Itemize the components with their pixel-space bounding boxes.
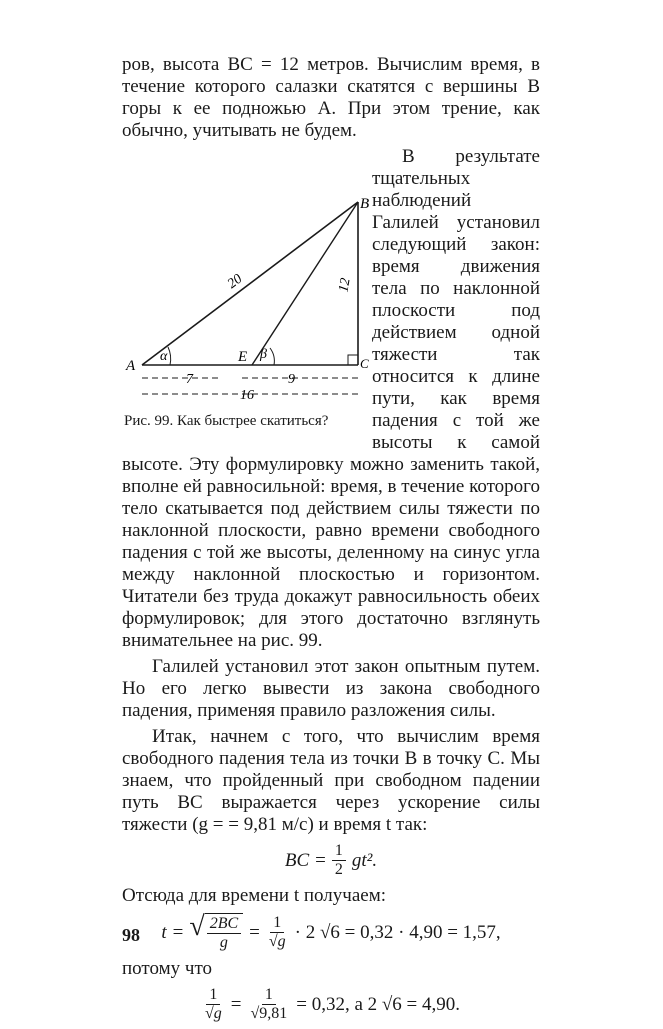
- formula-bc-fraction: [332, 842, 346, 879]
- formula-g-a-den: √g: [204, 1005, 222, 1022]
- formula-g-rest: = 0,32, а 2 √6 = 4,90.: [296, 993, 461, 1015]
- paragraph-1: ров, высота BC = 12 метров. Вычислим время, в течение которого салазки скатятся с вершины B горы к ее подножью A. При этом трение, как обычно, учитывать не будем.: [122, 54, 540, 141]
- formula-t-rest: · 2 √6 = 0,32 · 4,90 = 1,57,: [294, 921, 501, 943]
- radical-sign-icon: √: [189, 911, 205, 942]
- page-number: 98: [122, 925, 140, 945]
- formula-bc: [122, 842, 540, 879]
- formula-t-sqrt-fraction: [207, 915, 241, 952]
- formula-t-fraction: [266, 914, 289, 951]
- formula-g-b-den: √9,81: [250, 1005, 288, 1022]
- label-c: C: [360, 356, 369, 371]
- paragraph-4: Итак, начнем с того, что вычислим время свободного падения тела из точки B в точку C. Мы знаем, что пройденный при свободном падении путь BC выражается через ускорение силы тяжести (g = = 9,81 м/с) и время t так:: [122, 726, 540, 835]
- label-seg-7: 7: [186, 372, 193, 387]
- formula-t-num: 1: [270, 914, 284, 933]
- formula-t-den: √g: [268, 933, 286, 950]
- formula-g-frac-a: [202, 986, 225, 1023]
- incline-diagram: [122, 190, 370, 408]
- formula-bc-num: 1: [332, 842, 346, 861]
- formula-t-lhs: t: [161, 921, 167, 943]
- formula-t: [122, 913, 540, 952]
- label-total-16: 16: [240, 388, 254, 403]
- formula-bc-tail: gt².: [351, 849, 378, 871]
- figure-99: [122, 190, 370, 452]
- formula-t-sqrt-num: 2BC: [207, 915, 241, 934]
- right-angle-mark: [348, 355, 358, 365]
- formula-g-b-num: 1: [262, 986, 276, 1005]
- label-b: B: [360, 196, 370, 212]
- label-beta: β: [260, 347, 267, 362]
- formula-g-eq: =: [230, 993, 242, 1015]
- label-seg-9: 9: [288, 372, 295, 387]
- label-height: 12: [336, 276, 354, 294]
- formula-g-frac-b: [247, 986, 290, 1023]
- paragraph-3: Галилей установил этот закон опытным путем. Но его легко вывести из закона свободного падения, применяя правило разложения силы.: [122, 656, 540, 721]
- formula-t-sqrt: [189, 913, 243, 952]
- formula-t-eq2: =: [249, 921, 260, 943]
- paragraph-2: В результате тщательных наблюдений Галилей установил следующий закон: время движения тела по наклонной плоскости под действием одной тяжести так относится к длине пути, как время падения с той же высоты к самой высоте. Эту формулировку можно заменить такой, вполне ей равносильной: время, в течение которого тело скатывается под действием силы тяжести по наклонной плоскости, равно времени свободного падения с той же высоты, деленному на синус угла между наклонной плоскостью и горизонтом. Читатели без труда докажут равносильность обеих формулировок; для этого достаточно взглянуть внимательнее на рис. 99.: [122, 146, 540, 651]
- formula-bc-den: 2: [334, 861, 343, 878]
- label-a: A: [126, 358, 136, 374]
- formula-t-eq: =: [172, 921, 184, 943]
- formula-bc-eq: =: [315, 849, 326, 871]
- angle-alpha-arc: [168, 347, 171, 365]
- formula-g: [122, 986, 540, 1023]
- formula-t-sqrt-body: [205, 913, 243, 952]
- formula-g-a-num: 1: [206, 986, 220, 1005]
- incline-ab: [142, 202, 358, 365]
- paragraph-6: потому что: [122, 958, 212, 979]
- label-alpha: α: [160, 349, 168, 364]
- figure-caption: Рис. 99. Как быстрее скатиться?: [124, 413, 329, 429]
- label-e: E: [238, 349, 248, 365]
- formula-bc-lhs: BC: [284, 849, 310, 871]
- formula-t-sqrt-den: g: [219, 934, 228, 951]
- paragraph-5: Отсюда для времени t получаем:: [122, 885, 387, 906]
- angle-beta-arc: [270, 348, 274, 365]
- label-hyp-length: 20: [224, 271, 246, 292]
